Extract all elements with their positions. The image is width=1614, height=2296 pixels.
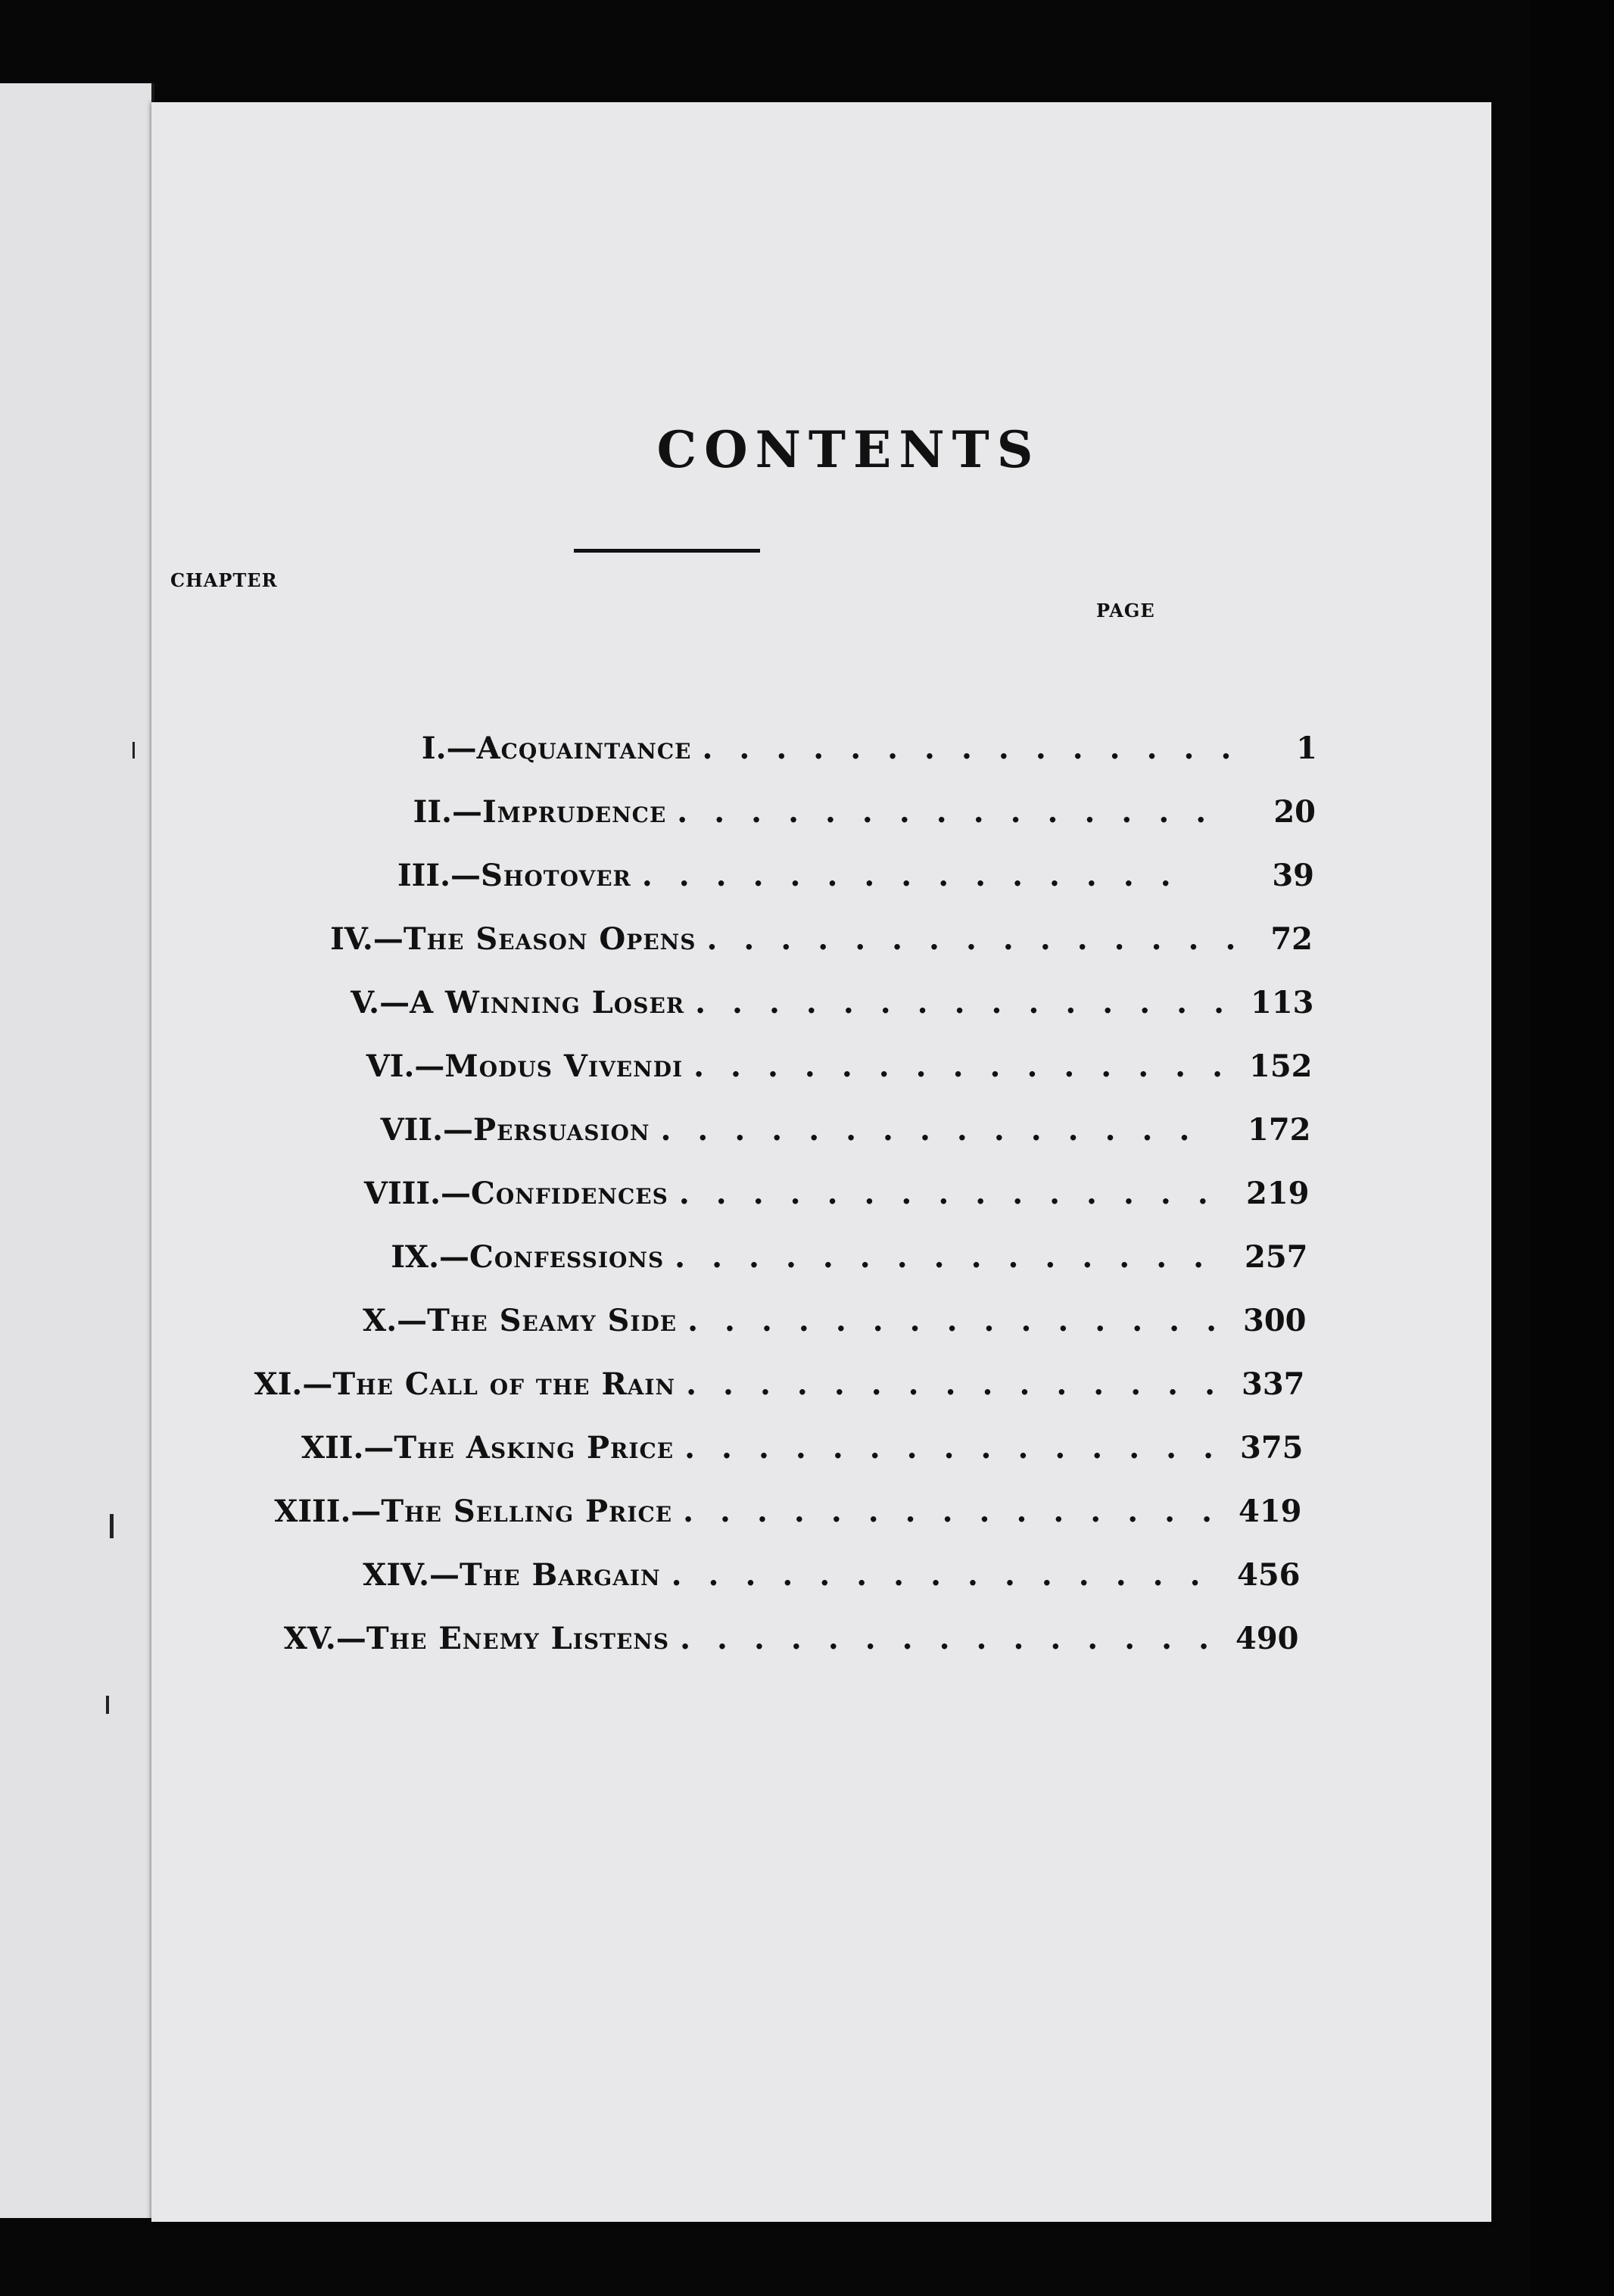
page-number: 1 <box>1296 731 1317 766</box>
dot-leader: ............... <box>684 1430 1240 1466</box>
page-number: 219 <box>1246 1176 1310 1211</box>
chapter-number: V. <box>351 985 380 1020</box>
page-column-label: PAGE <box>1096 600 1155 622</box>
toc-entry: III. — Shotover ............... 39 <box>0 858 1314 903</box>
toc-entry: IX. — Confessions ............... 257 <box>0 1239 1305 1285</box>
page-number: 419 <box>1239 1494 1302 1529</box>
toc-entry: XIII. — The Selling Price ............... 419 <box>0 1494 1299 1539</box>
dot-leader: ............... <box>686 1366 1242 1402</box>
chapter-number: XV. <box>283 1621 336 1656</box>
dot-leader: ............... <box>641 858 1198 893</box>
toc-entry: V. — A Winning Loser ............... 113 <box>0 985 1311 1030</box>
chapter-title: The Enemy Listens <box>366 1621 670 1656</box>
toc-entry: XIV. — The Bargain ............... 456 <box>0 1557 1298 1603</box>
chapter-number: VI. <box>366 1048 415 1084</box>
page-number: 20 <box>1273 794 1316 830</box>
dot-leader: ............... <box>660 1112 1217 1148</box>
dot-leader: ............... <box>678 1176 1235 1211</box>
chapter-number: XIII. <box>274 1494 351 1529</box>
chapter-number: III. <box>397 858 450 893</box>
chapter-title: The Selling Price <box>381 1494 673 1529</box>
chapter-title: Modus Vivendi <box>444 1048 684 1084</box>
dot-leader: ............... <box>706 921 1263 957</box>
scan-speck <box>110 1514 114 1538</box>
page-number: 72 <box>1270 921 1313 957</box>
chapter-number: XI. <box>254 1366 303 1402</box>
dot-leader: ............... <box>693 1048 1249 1084</box>
chapter-title: Imprudence <box>482 794 667 830</box>
dot-leader: ............... <box>680 1621 1235 1656</box>
dot-leader: ............... <box>675 1239 1231 1275</box>
chapter-number: XIV. <box>363 1557 429 1593</box>
chapter-number: X. <box>363 1303 397 1338</box>
dot-leader: ............... <box>677 794 1233 830</box>
chapter-title: A Winning Loser <box>410 985 685 1020</box>
page-number: 456 <box>1237 1557 1301 1593</box>
chapter-number: IV. <box>330 921 373 957</box>
dot-leader: ............... <box>702 731 1258 766</box>
toc-entry: VII. — Persuasion ............... 172 <box>0 1112 1308 1157</box>
toc-entry: VIII. — Confidences ............... 219 <box>0 1176 1307 1221</box>
dot-leader: ............... <box>687 1303 1243 1338</box>
chapter-title: Shotover <box>481 858 631 893</box>
toc-entry: VI. — Modus Vivendi ............... 152 <box>0 1048 1310 1094</box>
chapter-number: VIII. <box>363 1176 441 1211</box>
chapter-number: I. <box>421 731 447 766</box>
chapter-number: XII. <box>301 1430 364 1466</box>
toc-entry: I. — Acquaintance ............... 1 <box>0 731 1317 776</box>
chapter-title: The Asking Price <box>394 1430 675 1466</box>
chapter-number: II. <box>413 794 452 830</box>
chapter-title: The Seamy Side <box>427 1303 678 1338</box>
chapter-title: Confessions <box>469 1239 665 1275</box>
chapter-title: The Bargain <box>460 1557 661 1593</box>
page-number: 375 <box>1240 1430 1304 1466</box>
toc-entry: XV. — The Enemy Listens ............... 490 <box>0 1621 1296 1666</box>
contents-heading: CONTENTS <box>656 420 1041 479</box>
toc-entry: XII. — The Asking Price ............... 375 <box>0 1430 1301 1475</box>
page-number: 113 <box>1251 985 1314 1020</box>
toc-entry: IV. — The Season Opens ............... 72 <box>0 921 1313 967</box>
scan-speck <box>132 742 135 759</box>
page-number: 152 <box>1249 1048 1313 1084</box>
dot-leader: ............... <box>671 1557 1227 1593</box>
scan-speck <box>106 1696 109 1714</box>
page-number: 172 <box>1248 1112 1311 1148</box>
dot-leader: ............... <box>683 1494 1239 1529</box>
toc-entry: XI. — The Call of the Rain ............... 337 <box>0 1366 1302 1412</box>
page-number: 490 <box>1235 1621 1299 1656</box>
toc-entry: II. — Imprudence ............... 20 <box>0 794 1316 840</box>
chapter-title: Persuasion <box>473 1112 650 1148</box>
chapter-number: IX. <box>391 1239 439 1275</box>
toc-entry: X. — The Seamy Side ............... 300 <box>0 1303 1304 1348</box>
page-number: 39 <box>1272 858 1314 893</box>
chapter-number: VII. <box>380 1112 443 1148</box>
chapter-title: Confidences <box>471 1176 668 1211</box>
page-number: 300 <box>1243 1303 1307 1338</box>
chapter-title: The Season Opens <box>403 921 696 957</box>
chapter-title: The Call of the Rain <box>332 1366 676 1402</box>
chapter-column-label: CHAPTER <box>170 569 278 591</box>
page-number: 257 <box>1245 1239 1308 1275</box>
chapter-title: Acquaintance <box>476 731 692 766</box>
dot-leader: ............... <box>695 985 1251 1020</box>
page-number: 337 <box>1242 1366 1305 1402</box>
